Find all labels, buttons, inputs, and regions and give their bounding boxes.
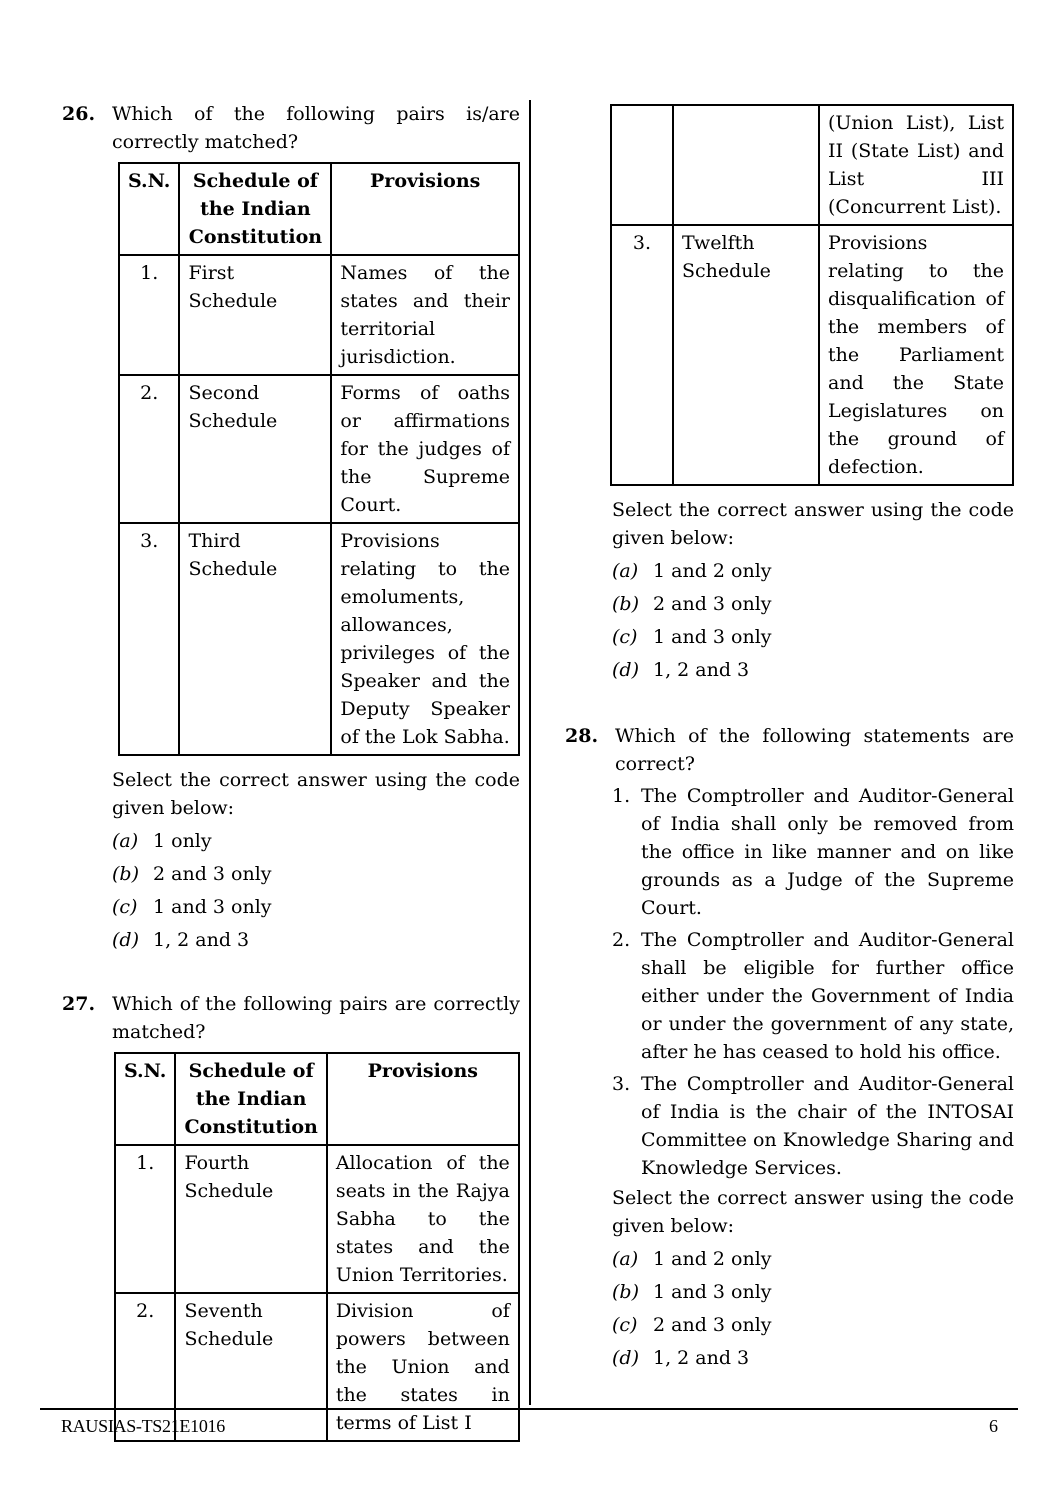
cell-provision: Forms of oaths or affirmations for the judges of the Supreme Court.	[331, 375, 519, 523]
q26-option-a	[112, 827, 520, 855]
option-label: (b)	[612, 593, 639, 615]
q26-option-c	[112, 893, 520, 921]
q26-schedules-table	[118, 162, 520, 756]
option-text: 1, 2 and 3	[153, 929, 250, 951]
left-column	[62, 100, 520, 1452]
q28-option-c	[612, 1311, 1014, 1339]
cell-provision: Provisions relating to the disqualification of the members of the Parliament and the State Legislatures on the ground of defection.	[819, 225, 1013, 485]
option-text: 2 and 3 only	[653, 1314, 772, 1336]
question-27	[62, 990, 520, 1442]
table-header-row	[115, 1053, 519, 1145]
table-row	[119, 255, 519, 375]
q27-option-d	[612, 656, 1014, 684]
col-header-sn: S.N.	[115, 1053, 175, 1145]
question-26-heading	[62, 100, 520, 156]
q26-option-d	[112, 926, 520, 954]
footer-page-number: 6	[989, 1416, 998, 1436]
q28-statements	[612, 782, 1014, 1182]
table-header-row	[119, 163, 519, 255]
q27-options-list	[612, 557, 1014, 684]
cell-sn-empty	[611, 105, 673, 225]
option-text: 1 and 3 only	[653, 626, 772, 648]
question-text: Which of the following pairs is/are correctly matched?	[112, 103, 520, 153]
statement-text: The Comptroller and Auditor-General of India shall only be removed from the office in like manner and on like grounds as a Judge of the Supreme Court.	[641, 785, 1014, 919]
select-answer-text: Select the correct answer using the code given below:	[612, 499, 1014, 549]
option-text: 1 only	[153, 830, 212, 852]
cell-sn: 3.	[119, 523, 179, 755]
cell-provision: Provisions relating to the emoluments, allowances, privileges of the Speaker and the Deputy Speaker of the Lok Sabha.	[331, 523, 519, 755]
option-label: (b)	[612, 1281, 639, 1303]
option-text: 2 and 3 only	[653, 593, 772, 615]
question-26	[62, 100, 520, 954]
cell-sn: 1.	[115, 1145, 175, 1293]
q28-option-d	[612, 1344, 1014, 1372]
cell-provision: Division of powers between the Union and the states in terms of List I	[327, 1293, 519, 1441]
footer-rule-line	[40, 1408, 1018, 1410]
col-header-schedule: Schedule of the Indian Constitution	[179, 163, 331, 255]
q27-option-b	[612, 590, 1014, 618]
option-text: 2 and 3 only	[153, 863, 272, 885]
question-27-continuation	[565, 104, 1014, 684]
option-text: 1 and 3 only	[153, 896, 272, 918]
option-text: 1 and 2 only	[653, 1248, 772, 1270]
question-text: Which of the following pairs are correctly matched?	[112, 993, 520, 1043]
option-label: (c)	[612, 626, 638, 648]
question-27-heading	[62, 990, 520, 1046]
q28-option-b	[612, 1278, 1014, 1306]
question-28	[565, 722, 1014, 1372]
footer-document-code: RAUSIAS-TS21E1016	[61, 1416, 225, 1436]
table-row	[611, 225, 1013, 485]
question-number: 27.	[62, 993, 96, 1015]
cell-sn: 2.	[119, 375, 179, 523]
option-label: (a)	[612, 1248, 639, 1270]
col-header-schedule: Schedule of the Indian Constitution	[175, 1053, 326, 1145]
q27-option-c	[612, 623, 1014, 651]
statement-text: The Comptroller and Auditor-General shall be eligible for further office either under the Government of India or under the government of any state, after he has ceased to hold his office.	[641, 929, 1014, 1063]
option-text: 1, 2 and 3	[653, 1347, 750, 1369]
q27-table-continuation	[610, 104, 1014, 486]
statement-number: 3.	[612, 1073, 631, 1095]
cell-schedule: First Schedule	[179, 255, 331, 375]
question-28-heading	[565, 722, 1014, 778]
statement-number: 2.	[612, 929, 631, 951]
option-label: (c)	[612, 1314, 638, 1336]
option-label: (d)	[612, 659, 639, 681]
cell-schedule: Second Schedule	[179, 375, 331, 523]
column-divider-line	[529, 100, 531, 1405]
option-label: (a)	[112, 830, 139, 852]
option-text: 1 and 3 only	[653, 1281, 772, 1303]
table-row	[115, 1145, 519, 1293]
right-column	[565, 98, 1014, 1372]
q27-option-a	[612, 557, 1014, 585]
cell-schedule-empty	[673, 105, 819, 225]
option-text: 1, 2 and 3	[653, 659, 750, 681]
statement-3	[612, 1070, 1014, 1182]
cell-schedule: Third Schedule	[179, 523, 331, 755]
option-text: 1 and 2 only	[653, 560, 772, 582]
cell-provision-continued: (Union List), List II (State List) and List III (Concurrent List).	[819, 105, 1013, 225]
table-row	[119, 375, 519, 523]
q28-option-a	[612, 1245, 1014, 1273]
select-answer-text: Select the correct answer using the code given below:	[612, 1187, 1014, 1237]
cell-schedule: Twelfth Schedule	[673, 225, 819, 485]
option-label: (b)	[112, 863, 139, 885]
statement-number: 1.	[612, 785, 631, 807]
col-header-sn: S.N.	[119, 163, 179, 255]
option-label: (a)	[612, 560, 639, 582]
q26-option-b	[112, 860, 520, 888]
question-number: 28.	[565, 725, 599, 747]
q26-options-list	[112, 827, 520, 954]
question-number: 26.	[62, 103, 96, 125]
col-header-provisions: Provisions	[331, 163, 519, 255]
table-row-continued	[611, 105, 1013, 225]
cell-schedule: Fourth Schedule	[175, 1145, 326, 1293]
statement-1	[612, 782, 1014, 922]
q28-options-list	[612, 1245, 1014, 1372]
cell-sn: 3.	[611, 225, 673, 485]
statement-2	[612, 926, 1014, 1066]
cell-provision: Allocation of the seats in the Rajya Sabha to the states and the Union Territories.	[327, 1145, 519, 1293]
cell-provision: Names of the states and their territorial jurisdiction.	[331, 255, 519, 375]
cell-sn: 2.	[115, 1293, 175, 1441]
option-label: (c)	[112, 896, 138, 918]
select-answer-text: Select the correct answer using the code given below:	[112, 769, 520, 819]
cell-schedule: Seventh Schedule	[175, 1293, 326, 1441]
col-header-provisions: Provisions	[327, 1053, 519, 1145]
cell-sn: 1.	[119, 255, 179, 375]
option-label: (d)	[112, 929, 139, 951]
option-label: (d)	[612, 1347, 639, 1369]
table-row	[119, 523, 519, 755]
statement-text: The Comptroller and Auditor-General of India is the chair of the INTOSAI Committee on Knowledge Sharing and Knowledge Services.	[641, 1073, 1014, 1179]
question-text: Which of the following statements are correct?	[615, 725, 1014, 775]
q27-schedules-table	[114, 1052, 520, 1442]
